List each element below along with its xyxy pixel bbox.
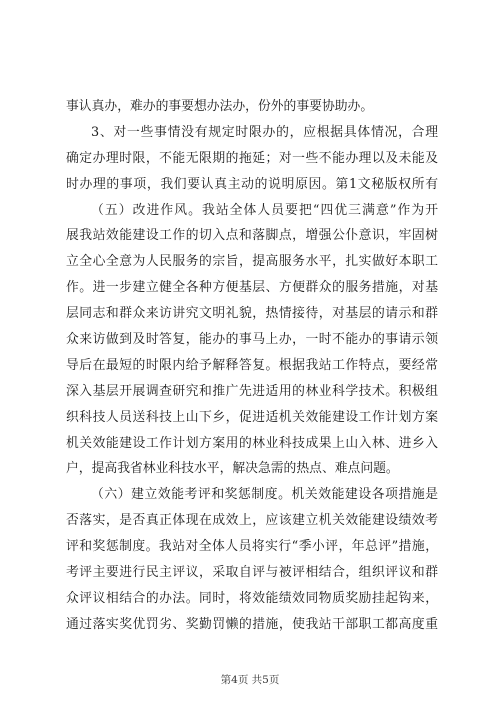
text-line: 众来访做到及时答复，能办的事马上办，一时不能办的事请示领 [66,332,438,348]
text-line: 否落实，是否真正体现在成效上，应该建立机关效能建设绩效考 [66,513,438,529]
document-body [66,94,438,638]
text-line: 导后在最短的时限内给予解释答复。根据我站工作特点，要经常 [66,357,438,373]
text-line: 层同志和群众来访讲究文明礼貌，热情接待，对基层的请示和群 [66,306,438,322]
text-line: 展我站效能建设工作的切入点和落脚点，增强公仆意识，牢固树 [66,228,438,244]
text-line: 事认真办，难办的事要想办法办，份外的事要协助办。 [66,99,374,114]
text-line: 织科技人员送科技上山下乡，促进适机关效能建设工作计划方案 [66,409,438,425]
text-line: 深入基层开展调查研究和推广先进适用的林业科学技术。积极组 [66,383,438,399]
text-line: （五）改进作风。我站全体人员要把“四优三满意”作为开 [91,202,438,218]
text-line: 时办理的事项，我们要认真主动的说明原因。第1文秘版权所有 [66,176,438,192]
page-number: 第4页 共5页 [220,674,280,686]
text-line: 机关效能建设工作计划方案用的林业科技成果上山入林、进乡入 [66,435,438,451]
text-line: 3、对一些事情没有规定时限办的，应根据具体情况，合理 [91,124,438,140]
text-line: 考评主要进行民主评议，采取自评与被评相结合，组织评议和群 [66,565,438,581]
text-line: 评和奖惩制度。我站对全体人员将实行“季小评，年总评”措施， [66,539,438,555]
text-line: 通过落实奖优罚劣、奖勤罚懒的措施，使我站干部职工都高度重 [66,616,438,632]
page-footer [0,672,500,687]
text-line: （六）建立效能考评和奖惩制度。机关效能建设各项措施是 [91,487,438,503]
text-line: 立全心全意为人民服务的宗旨，提高服务水平，扎实做好本职工 [66,254,438,270]
text-line: 众评议相结合的办法。同时，将效能绩效同物质奖励挂起钩来， [66,590,438,606]
text-line: 确定办理时限，不能无限期的拖延；对一些不能办理以及未能及 [66,150,438,166]
text-line: 户，提高我省林业科技水平，解决急需的热点、难点问题。 [66,461,399,477]
text-line: 作。进一步建立健全各种方便基层、方便群众的服务措施，对基 [66,280,438,296]
